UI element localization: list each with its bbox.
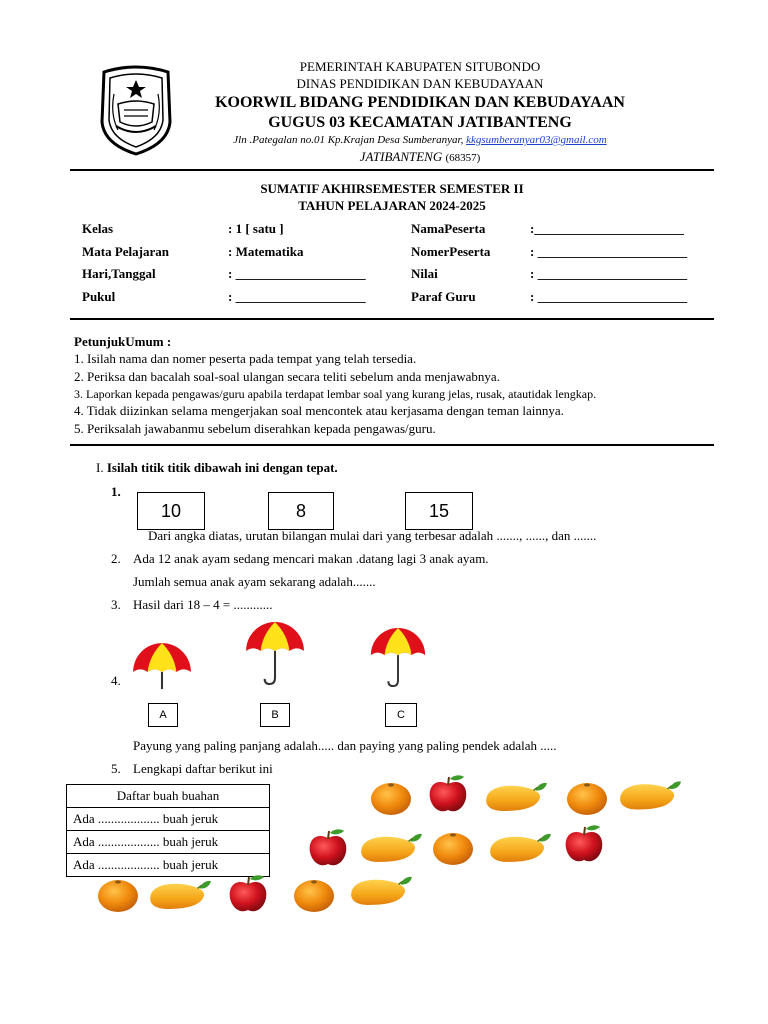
q2-number: 2. (111, 551, 121, 566)
nilai-label: Nilai (411, 266, 438, 281)
header-line3: KOORWIL BIDANG PENDIDIKAN DAN KEBUDAYAAN (215, 94, 625, 111)
petunjuk-item: 4. Tidak diizinkan selama mengerjakan soal mencontek atau kerjasama dengan teman lainnya. (74, 403, 564, 418)
mango-icon (146, 876, 212, 911)
mapel-value: : Matematika (228, 244, 304, 259)
nama-label: NamaPeserta (411, 221, 486, 236)
apple-icon (306, 828, 350, 868)
hari-label: Hari,Tanggal (82, 266, 156, 281)
nilai-field[interactable]: : _______________________ (530, 266, 688, 281)
kelas-value: : 1 [ satu ] (228, 221, 284, 236)
header-line2: DINAS PENDIDIKAN DAN KEBUDAYAAN (296, 76, 544, 91)
q1-number-box: 15 (405, 492, 473, 530)
section-title: Isilah titik titik dibawah ini dengan tepat. (106, 460, 338, 475)
q4-option-c[interactable]: C (385, 703, 417, 727)
mango-icon (347, 872, 413, 907)
petunjuk-item: 3. Laporkan kepada pengawas/guru apabila terdapat lembar soal yang kurang jelas, rusak, atautidak lengkap. (74, 387, 597, 401)
email-link[interactable]: kkgsumberanyar03@gmail.com (466, 134, 607, 146)
exam-year: TAHUN PELAJARAN 2024-2025 (298, 198, 486, 213)
umbrella-icon (131, 643, 193, 689)
orange-icon (292, 877, 336, 913)
address-text: Jln .Pategalan no.01 Kp.Krajan Desa Sumberanyar, (233, 134, 464, 146)
header-line1: PEMERINTAH KABUPATEN SITUBONDO (299, 59, 541, 74)
apple-icon (226, 874, 270, 914)
orange-icon (369, 780, 413, 816)
header-line4: GUGUS 03 KECAMATAN JATIBANTENG (268, 114, 572, 131)
petunjuk-item: 2. Periksa dan bacalah soal-soal ulangan secara teliti sebelum anda menjawabnya. (74, 369, 500, 384)
nomer-field[interactable]: : _______________________ (530, 244, 688, 259)
mango-icon (357, 829, 423, 864)
exam-title: SUMATIF AKHIRSEMESTER SEMESTER II (260, 181, 524, 196)
q5-number: 5. (111, 761, 121, 776)
city-text: JATIBANTENG (359, 149, 443, 164)
nomer-label: NomerPeserta (411, 244, 491, 259)
q5-text: Lengkapi daftar berikut ini (133, 761, 273, 776)
section-heading (96, 460, 338, 476)
q4-number: 4. (111, 673, 121, 688)
table-row (67, 785, 270, 808)
postcode-text: (68357) (445, 152, 481, 164)
mango-icon (482, 778, 548, 813)
table-row (67, 831, 270, 854)
kelas-label: Kelas (82, 221, 114, 236)
mango-icon (486, 829, 552, 864)
table-title: Daftar buah buahan (67, 785, 270, 808)
hari-field[interactable]: : ____________________ (228, 266, 366, 281)
apple-icon (562, 824, 606, 864)
q3-text: Hasil dari 18 – 4 = ............ (133, 597, 273, 612)
mapel-label: Mata Pelajaran (82, 244, 170, 259)
petunjuk-item: 5. Periksalah jawabanmu sebelum diserahkan kepada pengawas/guru. (74, 421, 436, 436)
orange-icon (431, 830, 475, 866)
petunjuk-item: 1. Isilah nama dan nomer peserta pada tempat yang telah tersedia. (74, 351, 417, 366)
apple-icon (426, 774, 470, 814)
pukul-label: Pukul (82, 289, 116, 304)
table-cell[interactable]: Ada ................... buah jeruk (67, 808, 270, 831)
orange-icon (565, 780, 609, 816)
q1-number-box: 10 (137, 492, 205, 530)
fruit-table (66, 784, 270, 877)
q3-number: 3. (111, 597, 121, 612)
table-cell[interactable]: Ada ................... buah jeruk (67, 831, 270, 854)
q4-option-a[interactable]: A (148, 703, 178, 727)
q1-text: Dari angka diatas, urutan bilangan mulai dari yang terbesar adalah ......., ......, dan ....... (148, 528, 597, 543)
q4-text: Payung yang paling panjang adalah..... dan paying yang paling pendek adalah ..... (133, 738, 557, 753)
q2-text-line1: Ada 12 anak ayam sedang mencari makan .datang lagi 3 anak ayam. (133, 551, 489, 566)
umbrella-icon (244, 619, 306, 687)
header-city (160, 149, 680, 165)
mango-icon (616, 776, 682, 812)
paraf-label: Paraf Guru (411, 289, 476, 304)
q4-option-b[interactable]: B (260, 703, 290, 727)
nama-field[interactable]: :_______________________ (530, 221, 684, 236)
q2-text-line2: Jumlah semua anak ayam sekarang adalah....... (133, 574, 376, 589)
petunjuk-divider (70, 444, 714, 446)
header-address (160, 134, 680, 146)
petunjuk-title: PetunjukUmum : (74, 334, 172, 349)
umbrella-icon (368, 626, 428, 688)
pukul-field[interactable]: : ____________________ (228, 289, 366, 304)
q1-number: 1. (111, 484, 121, 499)
header-divider (70, 169, 714, 171)
paraf-field[interactable]: : _______________________ (530, 289, 688, 304)
table-row (67, 808, 270, 831)
info-divider (70, 318, 714, 320)
table-cell[interactable]: Ada ................... buah jeruk (67, 854, 270, 877)
section-roman: I. (96, 460, 104, 475)
orange-icon (96, 877, 140, 913)
q1-number-box: 8 (268, 492, 334, 530)
